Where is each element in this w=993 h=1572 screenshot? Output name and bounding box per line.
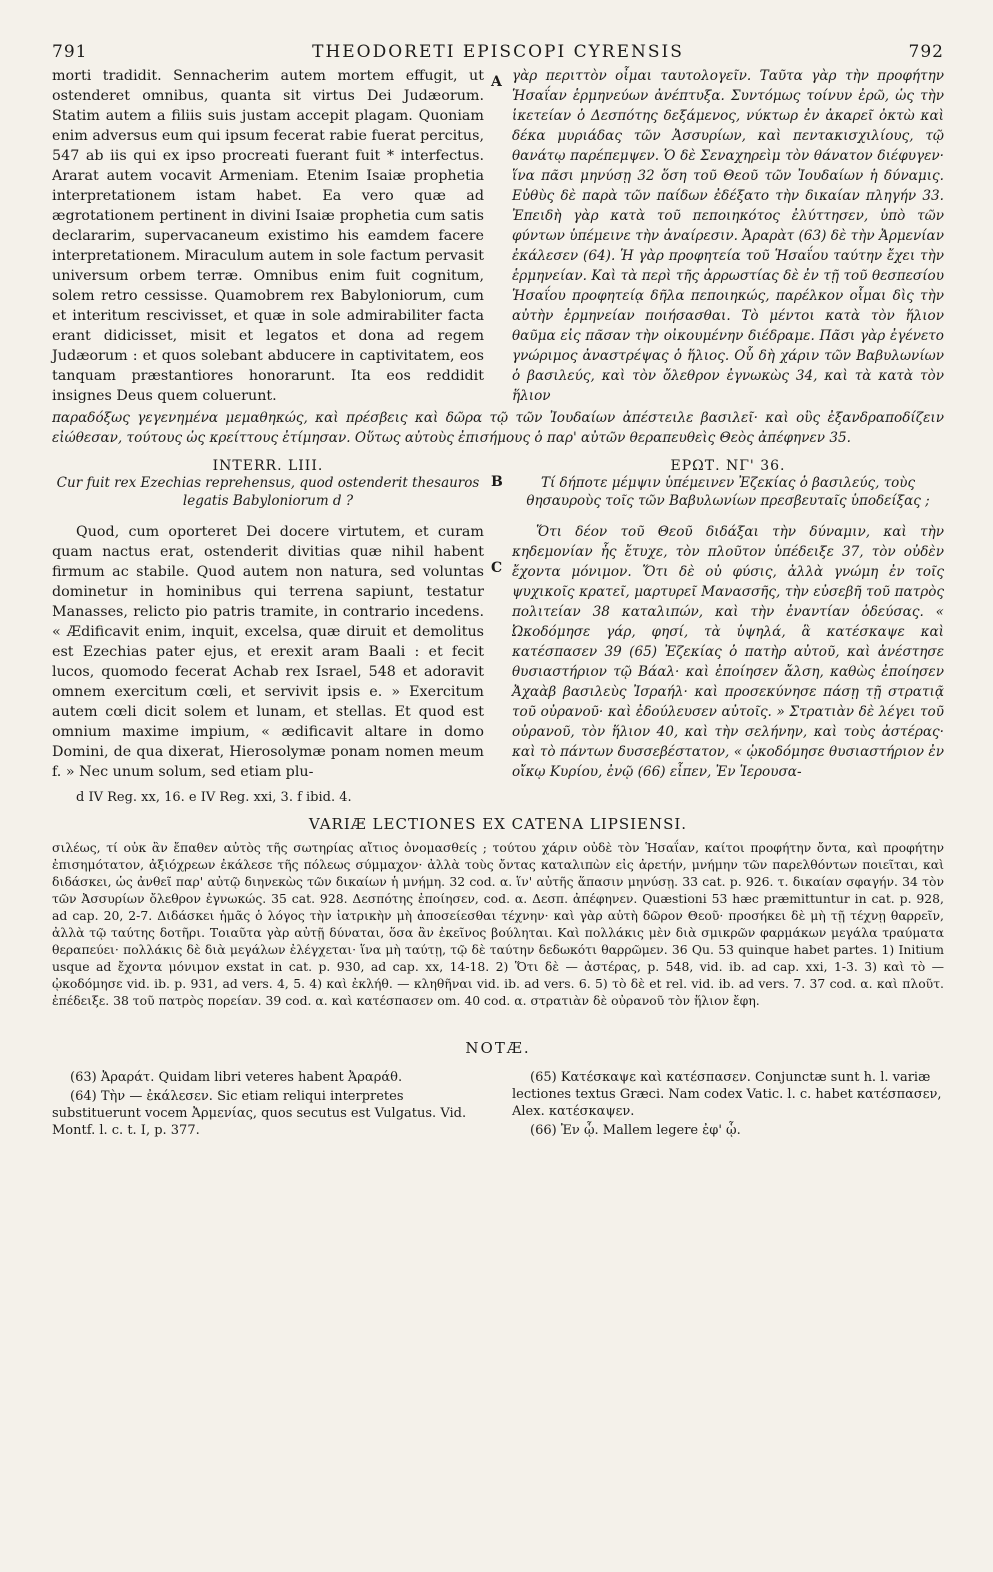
margin-gutter-top xyxy=(487,66,509,490)
notes-columns xyxy=(52,1069,944,1141)
notes-left xyxy=(52,1069,484,1141)
latin-answer-text: Quod, cum oporteret Dei docere virtutem, et curam quam nactus erat, ostenderit divitias quæ nihil habent firmum ac stabile. Quod autem non natura, sed voluntas dominetur in hominibus qui terrena sapiunt, testatur Manasses, relicto pio patris tramite, in contrario incedens. « Ædificavit enim, inquit, excelsa, quæ diruit et demolitus est Ezechias pater ejus, et erexit aram Baali : et fecit lucos, quomodo fecerat Achab rex Israel, 548 et adoravit omnem exercitum cœli, et servivit ipsis e. » Exercitum autem cœli dicit solem et lunam, et stellas. Et quod est omnium maxime impium, « ædificavit altare in domo Domini, de qua dixerat, Hierosolymæ ponam nomen meum f. » Nec unum solum, sed etiam plu- xyxy=(52,524,484,780)
note-64: (64) Τὴν — ἐκάλεσεν. Sic etiam reliqui interpretes substituerunt vocem Ἀρμενίας, quos secutus est Vulgatus. Vid. Montf. l. c. t. I, p. 377. xyxy=(52,1089,467,1138)
latin-text-top: morti tradidit. Sennacherim autem mortem effugit, ut ostenderet omnibus, quanta sit virtus Dei Judæorum. Statim autem a filiis suis justam accepit plagam. Quoniam enim adversus eum qui ipsum fecerat rabie fuerat percitus, 547 ab iis qui ex ipso procreati fuerant fuit * interfectus. Ararat autem vocavit Armeniam. Etenim Isaiæ prophetia interpretationem istam habet. Ea vero quæ ad ægrotationem pertinent in divini Isaiæ prophetia cum satis declararim, supervacaneum existimo his eamdem facere interpretationem. Miraculum autem in sole factum pervasit universum orbem terræ. Omnibus enim fuit cognitum, solem retro cessisse. Quamobrem rex Babyloniorum, cum et interitum rescivisset, et quæ in sole admirabiliter facta erant didicisset, misit et legatos et dona ad regem Judæorum : et quos solebant abducere in captivitatem, eos tanquam præstantiores honorarunt. Ita eos reddidit insignes Deus quem coluerunt. xyxy=(52,68,484,404)
greek-answer-text: Ὅτι δέον τοῦ Θεοῦ διδάξαι τὴν δύναμιν, καὶ τὴν κηδεμονίαν ἧς ἔτυχε, τὸν πλοῦτον ὑπέδειξε 37, τὸν οὐδὲν ἔχοντα μόνιμον. Ὅτι δὲ οὐ φύσις, ἀλλὰ γνώμη ἐν τοῖς ψυχικοῖς κρατεῖ, μαρτυρεῖ Μανασσῆς, τὴν εὐσεβῆ τοῦ πατρὸς πολιτείαν 38 καταλιπών, καὶ τὴν ἐναντίαν ὁδεύσας. « Ὠκοδόμησε γάρ, φησί, τὰ ὑψηλά, ἃ κατέσκαψε καὶ κατέσπασεν 39 (65) Ἐζεκίας ὁ πατὴρ αὐτοῦ, καὶ ἀνέστησε θυσιαστήριον τῷ Βάαλ· καὶ ἐποίησεν ἄλση, καθὼς ἐποίησεν Ἀχαὰβ βασιλεὺς Ἰσραήλ· καὶ προσεκύνησε πάσῃ τῇ στρατιᾷ τοῦ οὐρανοῦ· καὶ ἐδούλευσεν αὐτοῖς. » Στρατιὰν δὲ λέγει τοῦ οὐρανοῦ, τὸν ἥλιον 40, καὶ τὴν σελήνην, καὶ τοὺς ἀστέρας· καὶ τὸ πάντων δυσσεβέστατον, « ᾠκοδόμησε θυσιαστήριον ἐν οἴκῳ Κυρίου, ἐνῷ (66) εἶπεν, Ἐν Ἱερουσα- xyxy=(512,524,944,780)
greek-fullwidth-continuation: παραδόξως γεγενημένα μεμαθηκώς, καὶ πρέσβεις καὶ δῶρα τῷ τῶν Ἰουδαίων ἀπέστειλε βασιλεῖ· καὶ οὓς ἐξανδραποδίζειν εἰώθεσαν, τούτους ὡς κρείττους ἐτίμησαν. Οὕτως αὐτοὺς ἐπισήμους ὁ παρ' αὐτῶν θεραπευθεὶς Θεὸς ἀπέφηνεν 35. xyxy=(52,410,944,446)
latin-column-top xyxy=(52,66,484,406)
marker-b: B xyxy=(491,474,503,490)
greek-column-question xyxy=(512,522,944,805)
note-63: (63) Ἀραράτ. Quidam libri veteres habent Ἀραράθ. xyxy=(70,1070,403,1085)
question-columns xyxy=(52,522,944,805)
latin-question-heading: INTERR. LIII. xyxy=(212,458,324,474)
note-65: (65) Κατέσκαψε καὶ κατέσπασεν. Conjunctæ sunt h. l. variæ lectiones textus Græci. Nam codex Vatic. l. c. habet κατέσπασεν, Alex. κατέσκαψεν. xyxy=(512,1070,942,1119)
greek-text-top: γὰρ περιττὸν οἶμαι ταυτολογεῖν. Ταῦτα γὰρ τὴν προφήτην Ἡσαΐαν ἑρμηνεύων ἀνέπτυξα. Συντόμως τοίνυν ἐρῶ, ὡς τὴν ἱκετείαν ὁ Δεσπότης δεξάμενος, νύκτωρ ἐν ἀκαρεῖ ὀκτὼ καὶ δέκα μυριάδας τῶν Ἀσσυρίων, καὶ πεντακισχιλίους, τῷ θανάτῳ παρέπεμψεν. Ὁ δὲ Σεναχηρεὶμ τὸν θάνατον διέφυγεν· ἵνα πᾶσι μηνύσῃ 32 ὅση τοῦ Θεοῦ τῶν Ἰουδαίων ἡ δύναμις. Εὐθὺς δὲ παρὰ τῶν παίδων ἐδέξατο τὴν δικαίαν πληγήν 33. Ἐπειδὴ γὰρ κατὰ τοῦ πεποιηκότος ἐλύττησεν, ὑπὸ τῶν φύντων ὑπέμεινε τὴν ἀναίρεσιν. Ἀραρὰτ (63) δὲ τὴν Ἀρμενίαν ἐκάλεσεν (64). Ἡ γὰρ προφητεία τοῦ Ἡσαΐου ταύτην ἔχει τὴν ἑρμηνείαν. Καὶ τὰ περὶ τῆς ἀρρωστίας δὲ ἐν τῇ τοῦ θεσπεσίου Ἡσαΐου προφητείᾳ δῆλα πεποιηκώς, παρέλκον οἶμαι δὶς τὴν αὐτὴν ἑρμηνείαν ποιήσασθαι. Τὸ μέντοι κατὰ τὸν ἥλιον θαῦμα εἰς πᾶσαν τὴν οἰκουμένην διέδραμε. Πᾶσι γὰρ ἐγένετο γνώριμος ἀναστρέψας ὁ ἥλιος. Οὗ δὴ χάριν τῶν Βαβυλωνίων ὁ βασιλεύς, καὶ τὸν ὄλεθρον ἐγνωκὼς 34, καὶ τὰ κατὰ τὸν ἥλιον xyxy=(512,68,944,404)
greek-question-title: Τί δήποτε μέμψιν ὑπέμεινεν Ἐζεκίας ὁ βασιλεύς, τοὺς θησαυροὺς τοῖς τῶν Βαβυλωνίων πρεσβευταῖς ὑποδείξας ; xyxy=(526,475,930,509)
variae-heading: VARIÆ LECTIONES EX CATENA LIPSIENSI. xyxy=(308,815,688,833)
notae-heading: NOTÆ. xyxy=(465,1039,531,1057)
latin-question-title: Cur fuit rex Ezechias reprehensus, quod ostenderit thesauros legatis Babyloniorum d ? xyxy=(56,475,480,509)
variae-text: σιλέως, τί οὐκ ἂν ἔπαθεν αὐτὸς τῆς σωτηρίας αἴτιος ὀνομασθείς ; τούτου χάριν οὐδὲ τὸν Ἡσαΐαν, καίτοι προφήτην ὄντα, καὶ προφήτην ἐπισημότατον, ἀξιόχρεων ἐκάλεσε τῆς πόλεως σύμμαχον· ἀλλὰ τοὺς ὄντας καταλιπὼν εἰς ἀρετήν, μνήμην τῶν παρελθόντων ποιεῖται, καὶ διδάσκει, ὡς ἀνθεῖ παρ' αὐτῷ διηνεκὼς τῶν δικαίων ἡ μνήμη. 32 cod. α. ἵν' αὐτῆς ἅπασιν μηνύσῃ. 33 cat. p. 926. τ. δικαίαν σφαγήν. 34 τὸν τῶν Ἀσσυρίων ὄλεθρον ἐγνωκώς. 35 cat. 928. Δεσπότης ἐποίησεν, cod. α. Δεσπ. ἀπέφηνεν. Quæstioni 53 hæc præmittuntur in cat. p. 928, ad cap. 20, 2-7. Διδάσκει ἡμᾶς ὁ λόγος τὴν ἰατρικὴν μὴ ἀποσείεσθαι τέχνην· καὶ γὰρ αὐτὴ δῶρον Θεοῦ· προσήκει δὲ μὴ τῇ τέχνῃ θαρρεῖν, ἀλλὰ τῷ ταύτης δοτῆρι. Τοιαῦτα γὰρ αὐτῇ δύναται, ὅσα ἂν ἐκεῖνος βούληται. Καὶ πολλάκις μὲν διὰ σμικρῶν φαρμάκων μεγάλα τραύματα θεραπεύει· πολλάκις δὲ διὰ μεγάλων ἐλέγχεται· ἵνα μὴ ταύτῃ, τῷ δὲ ταύτην δεδωκότι θαρρῶμεν. 36 Qu. 53 quinque habet partes. 1) Initium usque ad ἔχοντα μόνιμον exstat in cat. p. 930, ad cap. xx, 14-18. 2) Ὅτι δὲ — ἀστέρας, p. 548, vid. ib. ad cap. xxi, 1-3. 3) καὶ τὸ — ᾠκοδόμησε vid. ib. p. 931, ad vers. 4, 5. 4) καὶ ἐκλήθ. — κληθῆναι vid. ib. ad vers. 6. 5) τὸ δὲ et rel. vid. ib. ad vers. 7. 37 cod. α. καὶ πλοῦτ. ἐπέδειξε. 38 τοῦ πατρὸς πορείαν. 39 cod. α. καὶ κατέσπασεν om. 40 cod. α. στρατιὰν δὲ οὐρανοῦ τὸν ἥλιον ἔφη. xyxy=(52,840,944,1008)
question-headings xyxy=(52,448,944,522)
scripture-footnotes: d IV Reg. xx, 16. e IV Reg. xxi, 3. f ibid. 4. xyxy=(76,790,352,805)
notes-right xyxy=(512,1069,944,1141)
marker-a: A xyxy=(491,74,502,90)
page xyxy=(52,42,944,1141)
right-page-number: 792 xyxy=(908,42,944,62)
note-66: (66) Ἐν ᾧ. Mallem legere ἐφ' ᾧ. xyxy=(530,1123,741,1138)
greek-column-top xyxy=(512,66,944,406)
marker-c: C xyxy=(491,560,503,576)
greek-question-heading: ΕΡΩΤ. ΝΓ' 36. xyxy=(670,458,786,474)
margin-gutter-question xyxy=(487,522,509,805)
latin-column-question xyxy=(52,522,484,805)
running-title: THEODORETI EPISCOPI CYRENSIS xyxy=(312,42,684,62)
left-page-number: 791 xyxy=(52,42,88,62)
running-header xyxy=(52,42,944,62)
